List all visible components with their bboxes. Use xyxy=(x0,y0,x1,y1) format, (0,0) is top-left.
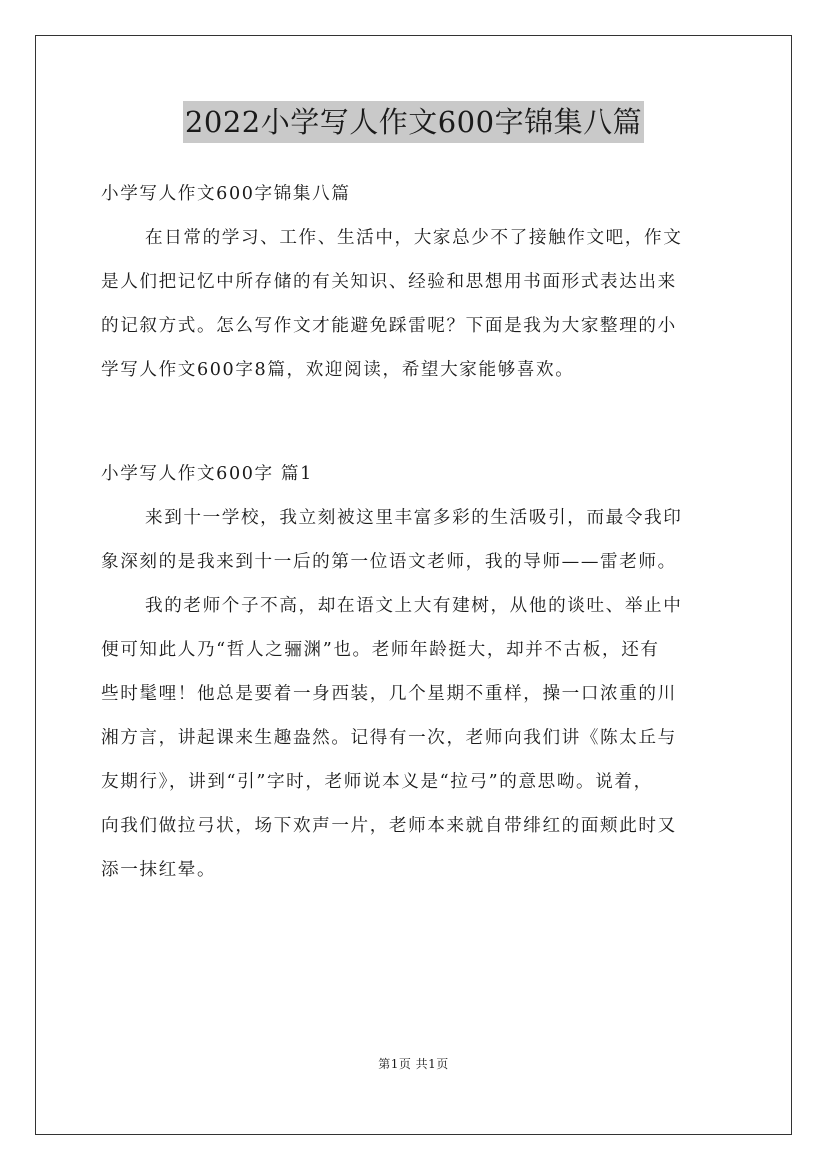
paragraph-line: 来到十一学校，我立刻被这里丰富多彩的生活吸引，而最令我印 xyxy=(145,508,683,528)
paragraph-line: 友期行》，讲到“引”字时，老师说本义是“拉弓”的意思呦。说着， xyxy=(101,772,653,792)
intro-line: 的记叙方式。怎么写作文才能避免踩雷呢？下面是我为大家整理的小 xyxy=(101,316,677,336)
intro-line: 学写人作文600字8篇，欢迎阅读，希望大家能够喜欢。 xyxy=(101,360,575,380)
paragraph-line: 向我们做拉弓状，场下欢声一片，老师本来就自带绯红的面颊此时又 xyxy=(101,816,677,836)
paragraph-line: 便可知此人乃“哲人之骊渊”也。老师年龄挺大，却并不古板，还有 xyxy=(101,640,660,660)
subtitle: 小学写人作文600字锦集八篇 xyxy=(101,184,351,204)
title-wrap xyxy=(0,101,827,143)
paragraph-line: 添一抹红晕。 xyxy=(101,860,217,880)
paragraph-line: 些时髦哩！他总是要着一身西装，几个星期不重样，操一口浓重的川 xyxy=(101,684,677,704)
intro-line: 是人们把记忆中所存储的有关知识、经验和思想用书面形式表达出来 xyxy=(101,272,677,292)
section-gap xyxy=(101,392,727,452)
paragraph-line: 象深刻的是我来到十一后的第一位语文老师，我的导师——雷老师。 xyxy=(101,552,677,572)
page-footer: 第1页 共1页 xyxy=(378,1057,449,1071)
section-heading: 小学写人作文600字 篇1 xyxy=(101,464,313,484)
intro-line: 在日常的学习、工作、生活中，大家总少不了接触作文吧，作文 xyxy=(145,228,683,248)
document-body xyxy=(101,172,727,892)
document-title: 2022小学写人作文600字锦集八篇 xyxy=(183,101,644,143)
paragraph-line: 湘方言，讲起课来生趣盎然。记得有一次，老师向我们讲《陈太丘与 xyxy=(101,728,677,748)
paragraph-line: 我的老师个子不高，却在语文上大有建树，从他的谈吐、举止中 xyxy=(145,596,683,616)
